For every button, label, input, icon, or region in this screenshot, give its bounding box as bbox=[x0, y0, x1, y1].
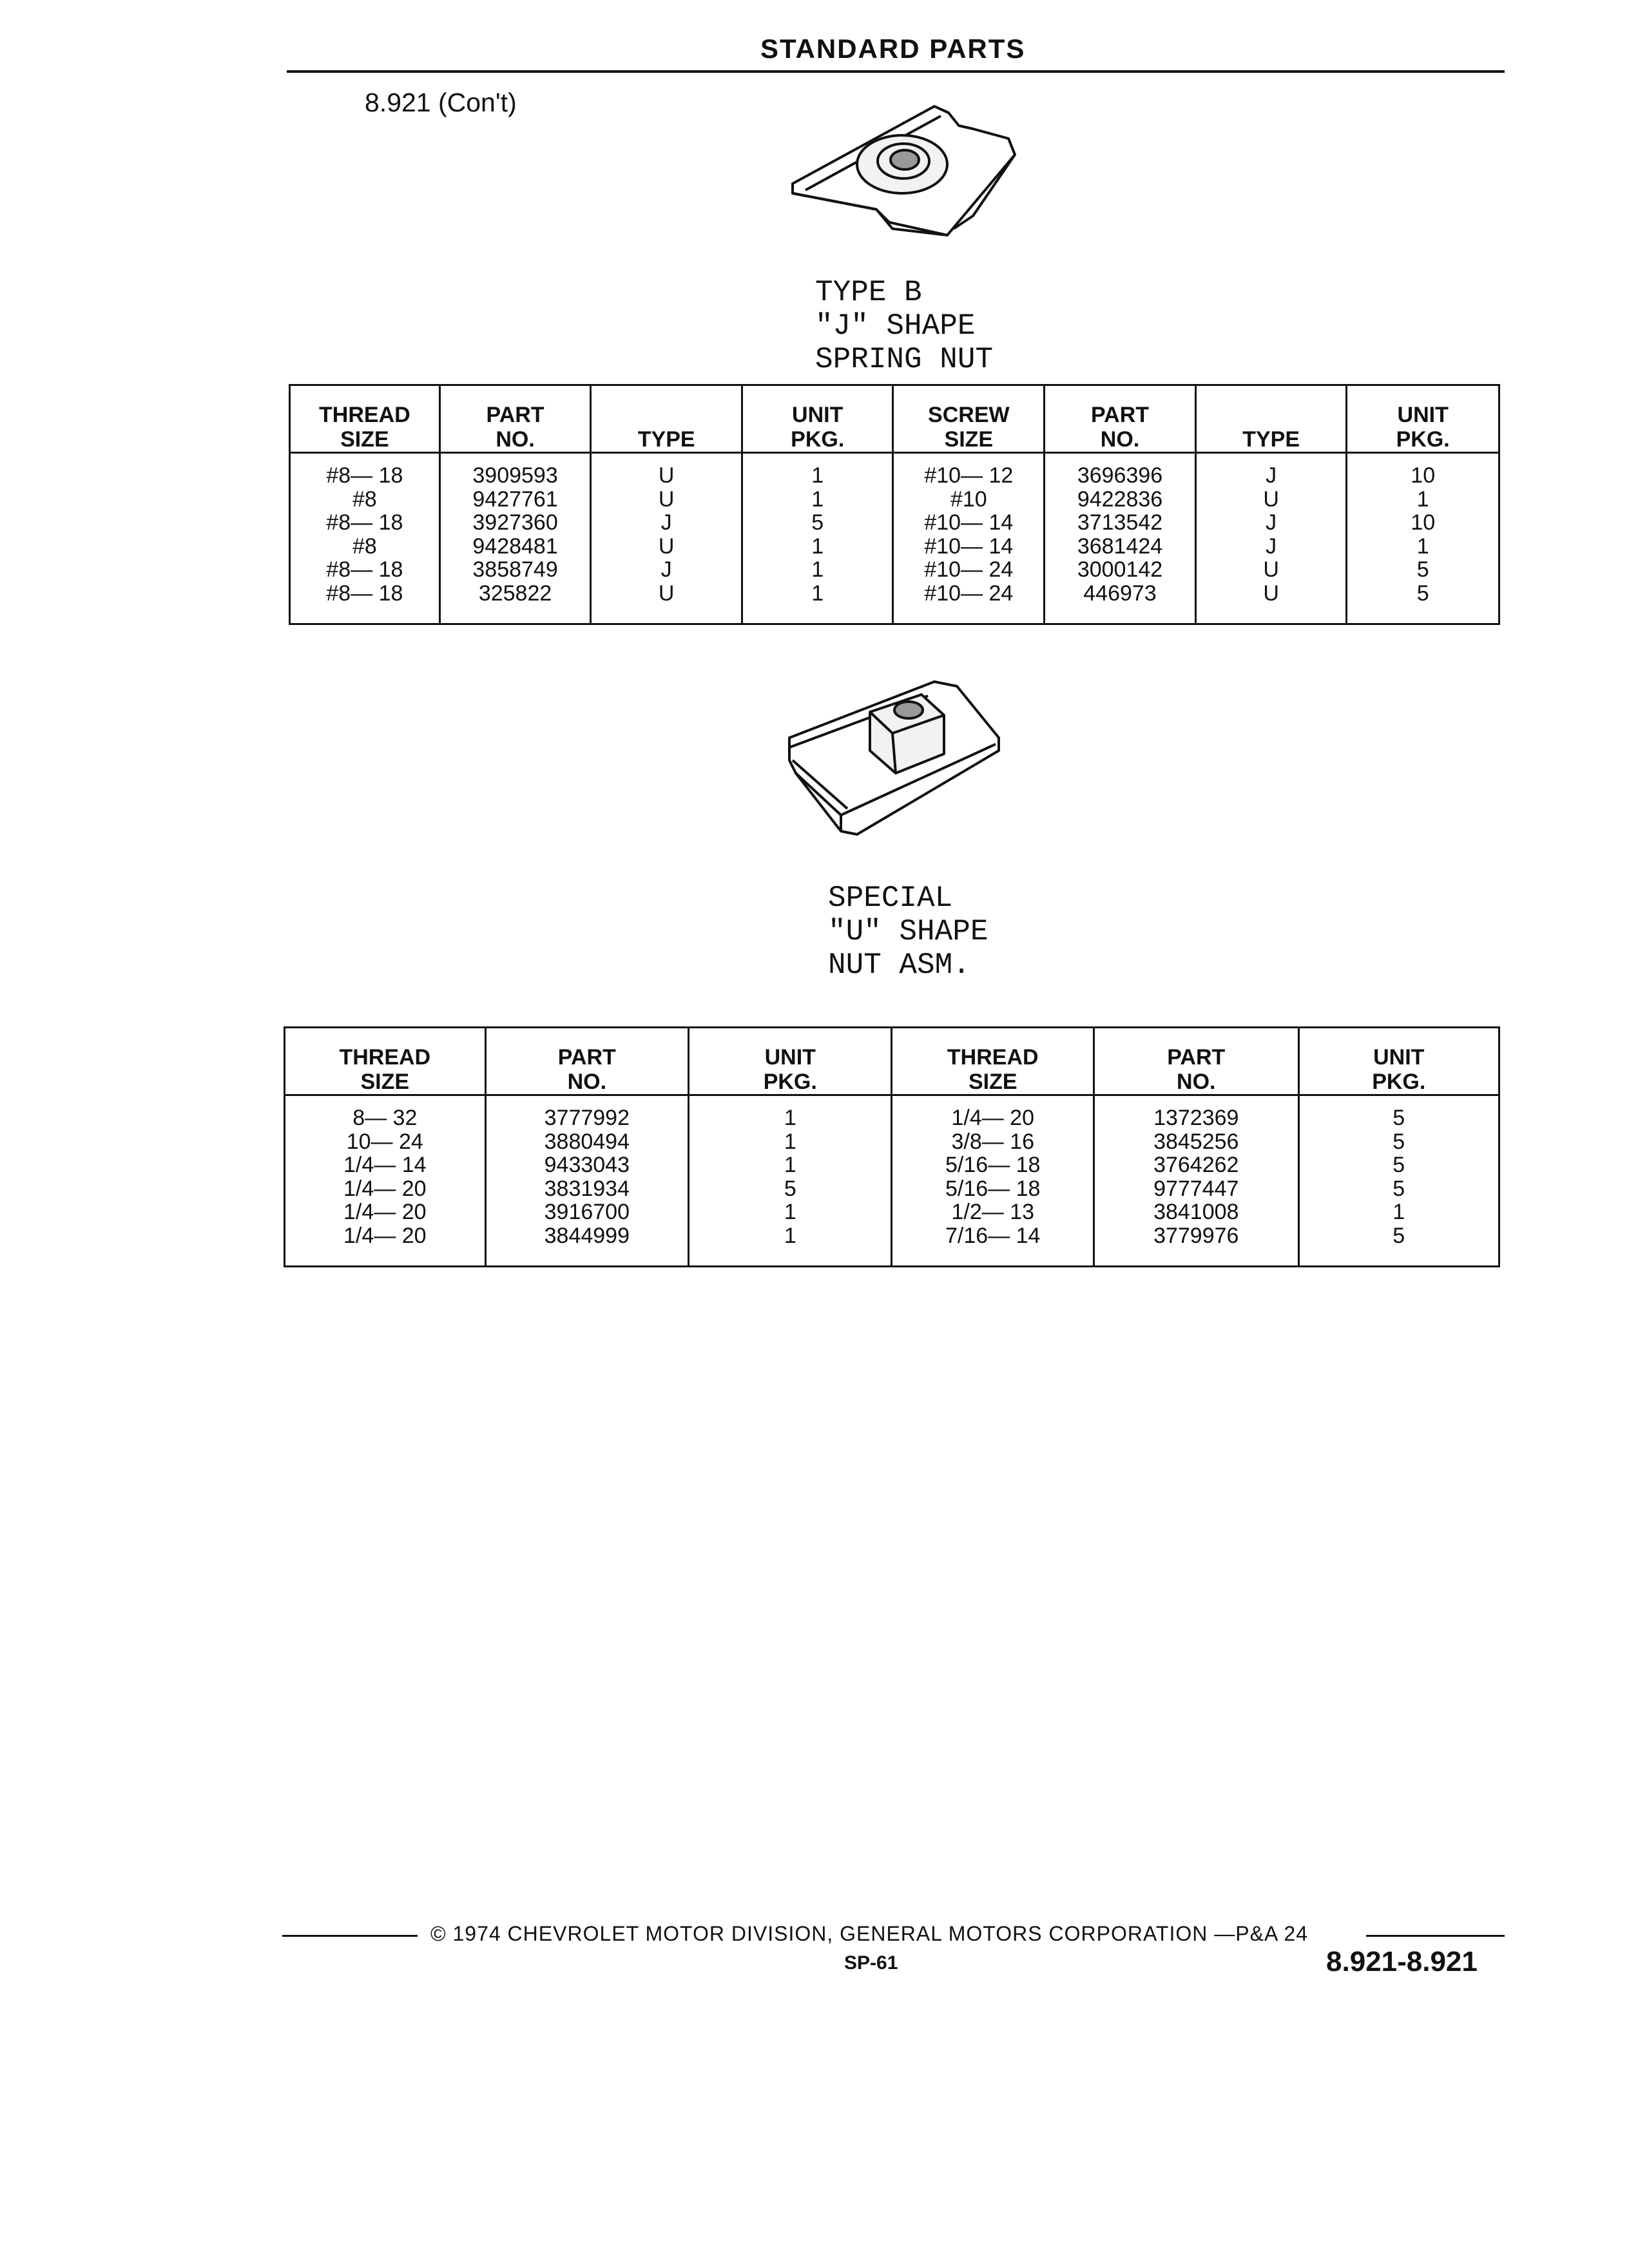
table-cell: 3841008 bbox=[1094, 1200, 1299, 1224]
col-header bbox=[1045, 385, 1196, 453]
figure2-caption bbox=[828, 881, 988, 982]
table-cell: 3909593 bbox=[439, 453, 591, 488]
table-cell: 3927360 bbox=[439, 511, 591, 535]
table-cell: 3844999 bbox=[485, 1224, 689, 1267]
header-rule bbox=[287, 70, 1505, 73]
footer-rule bbox=[282, 1935, 418, 1937]
u-nut-parts-table bbox=[284, 1026, 1500, 1267]
table-row bbox=[290, 535, 1499, 559]
table-cell: 5/16— 18 bbox=[892, 1153, 1094, 1177]
table-cell: #10— 14 bbox=[893, 535, 1045, 559]
table-cell: J bbox=[591, 558, 742, 582]
copyright-notice: © 1974 CHEVROLET MOTOR DIVISION, GENERAL MOTORS CORPORATION —P&A 24 bbox=[430, 1922, 1308, 1945]
header-line: PKG. bbox=[791, 427, 845, 452]
table-cell: 8— 32 bbox=[285, 1095, 486, 1130]
col-header bbox=[1094, 1028, 1299, 1095]
table-cell: U bbox=[1195, 582, 1347, 624]
table-cell: J bbox=[591, 511, 742, 535]
table-cell: 5 bbox=[742, 511, 893, 535]
table-cell: 3713542 bbox=[1045, 511, 1196, 535]
header-line: NO. bbox=[1100, 427, 1140, 452]
header-line: TYPE bbox=[1242, 427, 1300, 452]
table-cell: #10— 14 bbox=[893, 511, 1045, 535]
header-line: NO. bbox=[1177, 1070, 1216, 1094]
header-line: UNIT bbox=[1373, 1045, 1425, 1070]
table-cell: 5/16— 18 bbox=[892, 1177, 1094, 1201]
table-row bbox=[285, 1177, 1499, 1201]
col-header bbox=[285, 1028, 486, 1095]
table-cell: U bbox=[1195, 488, 1347, 512]
col-header bbox=[742, 385, 893, 453]
table-cell: 3696396 bbox=[1045, 453, 1196, 488]
col-header bbox=[1298, 1028, 1499, 1095]
table-cell: 1 bbox=[1347, 488, 1499, 512]
table-cell: 1 bbox=[689, 1200, 892, 1224]
caption-line: "U" SHAPE bbox=[828, 915, 988, 948]
header-line: THREAD bbox=[947, 1045, 1039, 1070]
table-cell: 3681424 bbox=[1045, 535, 1196, 559]
table-cell: 1 bbox=[742, 488, 893, 512]
table-cell: 3777992 bbox=[485, 1095, 689, 1130]
caption-line: SPRING NUT bbox=[815, 343, 994, 376]
table-cell: #8 bbox=[290, 488, 440, 512]
table-cell: 9777447 bbox=[1094, 1177, 1299, 1201]
table-cell: 9422836 bbox=[1045, 488, 1196, 512]
header-line: NO. bbox=[567, 1070, 607, 1094]
table-cell: 1/4— 20 bbox=[285, 1224, 486, 1267]
table-cell: 3880494 bbox=[485, 1130, 689, 1154]
table-cell: 1/4— 20 bbox=[892, 1095, 1094, 1130]
table-cell: 446973 bbox=[1045, 582, 1196, 624]
header-line: NO. bbox=[496, 427, 535, 452]
table-cell: 1 bbox=[1298, 1200, 1499, 1224]
table-cell: 3916700 bbox=[485, 1200, 689, 1224]
table-cell: 3/8— 16 bbox=[892, 1130, 1094, 1154]
section-reference: 8.921 (Con't) bbox=[365, 88, 517, 117]
table-cell: U bbox=[591, 488, 742, 512]
header-line: SIZE bbox=[360, 1070, 410, 1094]
table-cell: J bbox=[1195, 511, 1347, 535]
table-row bbox=[290, 582, 1499, 624]
table-cell: #8 bbox=[290, 535, 440, 559]
table-cell: 9433043 bbox=[485, 1153, 689, 1177]
table-cell: 1/4— 20 bbox=[285, 1200, 486, 1224]
j-nut-parts-table bbox=[289, 384, 1500, 625]
caption-line: TYPE B bbox=[815, 276, 922, 309]
table-row bbox=[285, 1153, 1499, 1177]
header-line: SIZE bbox=[968, 1070, 1017, 1094]
table-cell: 9427761 bbox=[439, 488, 591, 512]
table-row bbox=[285, 1095, 1499, 1130]
col-header bbox=[591, 385, 742, 453]
table-cell: 1 bbox=[689, 1153, 892, 1177]
header-line: UNIT bbox=[792, 403, 843, 427]
table-row bbox=[285, 1224, 1499, 1267]
header-line: TYPE bbox=[637, 427, 695, 452]
table-cell: U bbox=[1195, 558, 1347, 582]
table-cell: 10— 24 bbox=[285, 1130, 486, 1154]
table-cell: 5 bbox=[1347, 582, 1499, 624]
table-cell: 1372369 bbox=[1094, 1095, 1299, 1130]
table-cell: #10— 12 bbox=[893, 453, 1045, 488]
table-cell: 3845256 bbox=[1094, 1130, 1299, 1154]
table-row bbox=[290, 453, 1499, 488]
table-cell: #10— 24 bbox=[893, 582, 1045, 624]
table-cell: 5 bbox=[1298, 1177, 1499, 1201]
table-cell: 10 bbox=[1347, 511, 1499, 535]
table-cell: 3764262 bbox=[1094, 1153, 1299, 1177]
table-cell: 1/4— 20 bbox=[285, 1177, 486, 1201]
header-line: SCREW bbox=[928, 403, 1010, 427]
header-line: SIZE bbox=[340, 427, 389, 452]
col-header bbox=[1347, 385, 1499, 453]
table-cell: 1 bbox=[689, 1130, 892, 1154]
table-cell: 1 bbox=[742, 453, 893, 488]
header-line: PKG. bbox=[1372, 1070, 1426, 1094]
header-line: UNIT bbox=[764, 1045, 816, 1070]
table-cell: 1 bbox=[742, 582, 893, 624]
table-cell: 1 bbox=[689, 1224, 892, 1267]
page-title: STANDARD PARTS bbox=[760, 34, 1026, 64]
table-cell: 1/4— 14 bbox=[285, 1153, 486, 1177]
table-cell: #8— 18 bbox=[290, 558, 440, 582]
table-cell: #8— 18 bbox=[290, 453, 440, 488]
table-cell: 1/2— 13 bbox=[892, 1200, 1094, 1224]
table-cell: #8— 18 bbox=[290, 511, 440, 535]
table-cell: 1 bbox=[742, 558, 893, 582]
table-cell: 7/16— 14 bbox=[892, 1224, 1094, 1267]
table-cell: 1 bbox=[689, 1095, 892, 1130]
table-row bbox=[285, 1200, 1499, 1224]
section-range: 8.921-8.921 bbox=[1326, 1946, 1478, 1977]
table-cell: #8— 18 bbox=[290, 582, 440, 624]
header-line: PKG. bbox=[1396, 427, 1450, 452]
j-spring-nut-illustration bbox=[780, 97, 1025, 251]
header-line: PART bbox=[486, 403, 545, 427]
table-row bbox=[285, 1130, 1499, 1154]
table-cell: 5 bbox=[1347, 558, 1499, 582]
caption-line: SPECIAL bbox=[828, 881, 953, 915]
table-cell: 5 bbox=[1298, 1130, 1499, 1154]
table-row bbox=[290, 558, 1499, 582]
table-cell: 5 bbox=[689, 1177, 892, 1201]
table-cell: 3779976 bbox=[1094, 1224, 1299, 1267]
header-line: PART bbox=[1090, 403, 1150, 427]
table-cell: #10— 24 bbox=[893, 558, 1045, 582]
table-cell: 325822 bbox=[439, 582, 591, 624]
table-cell: U bbox=[591, 453, 742, 488]
table-cell: U bbox=[591, 535, 742, 559]
table-cell: 3858749 bbox=[439, 558, 591, 582]
col-header bbox=[893, 385, 1045, 453]
footer-rule bbox=[1366, 1935, 1505, 1937]
table-cell: 1 bbox=[742, 535, 893, 559]
caption-line: NUT ASM. bbox=[828, 948, 970, 982]
header-line: UNIT bbox=[1397, 403, 1449, 427]
col-header bbox=[290, 385, 440, 453]
col-header bbox=[689, 1028, 892, 1095]
table-cell: 10 bbox=[1347, 453, 1499, 488]
table-cell: #10 bbox=[893, 488, 1045, 512]
header-line: SIZE bbox=[944, 427, 994, 452]
table-cell: J bbox=[1195, 535, 1347, 559]
header-line: PART bbox=[1167, 1045, 1226, 1070]
header-line: THREAD bbox=[339, 1045, 431, 1070]
col-header bbox=[1195, 385, 1347, 453]
u-nut-assembly-illustration bbox=[780, 677, 1025, 844]
table-cell: 9428481 bbox=[439, 535, 591, 559]
table-cell: 3831934 bbox=[485, 1177, 689, 1201]
header-line: PART bbox=[557, 1045, 616, 1070]
table-row bbox=[290, 511, 1499, 535]
table-cell: 5 bbox=[1298, 1153, 1499, 1177]
table-cell: 5 bbox=[1298, 1224, 1499, 1267]
col-header bbox=[485, 1028, 689, 1095]
header-line: THREAD bbox=[319, 403, 410, 427]
table-cell: 3000142 bbox=[1045, 558, 1196, 582]
table-row bbox=[290, 488, 1499, 512]
figure1-caption bbox=[815, 276, 993, 376]
page-code: SP-61 bbox=[844, 1952, 898, 1974]
table-cell: J bbox=[1195, 453, 1347, 488]
caption-line: "J" SHAPE bbox=[815, 309, 976, 343]
col-header bbox=[892, 1028, 1094, 1095]
header-line: PKG. bbox=[763, 1070, 817, 1094]
table-cell: U bbox=[591, 582, 742, 624]
table-cell: 5 bbox=[1298, 1095, 1499, 1130]
table-cell: 1 bbox=[1347, 535, 1499, 559]
col-header bbox=[439, 385, 591, 453]
